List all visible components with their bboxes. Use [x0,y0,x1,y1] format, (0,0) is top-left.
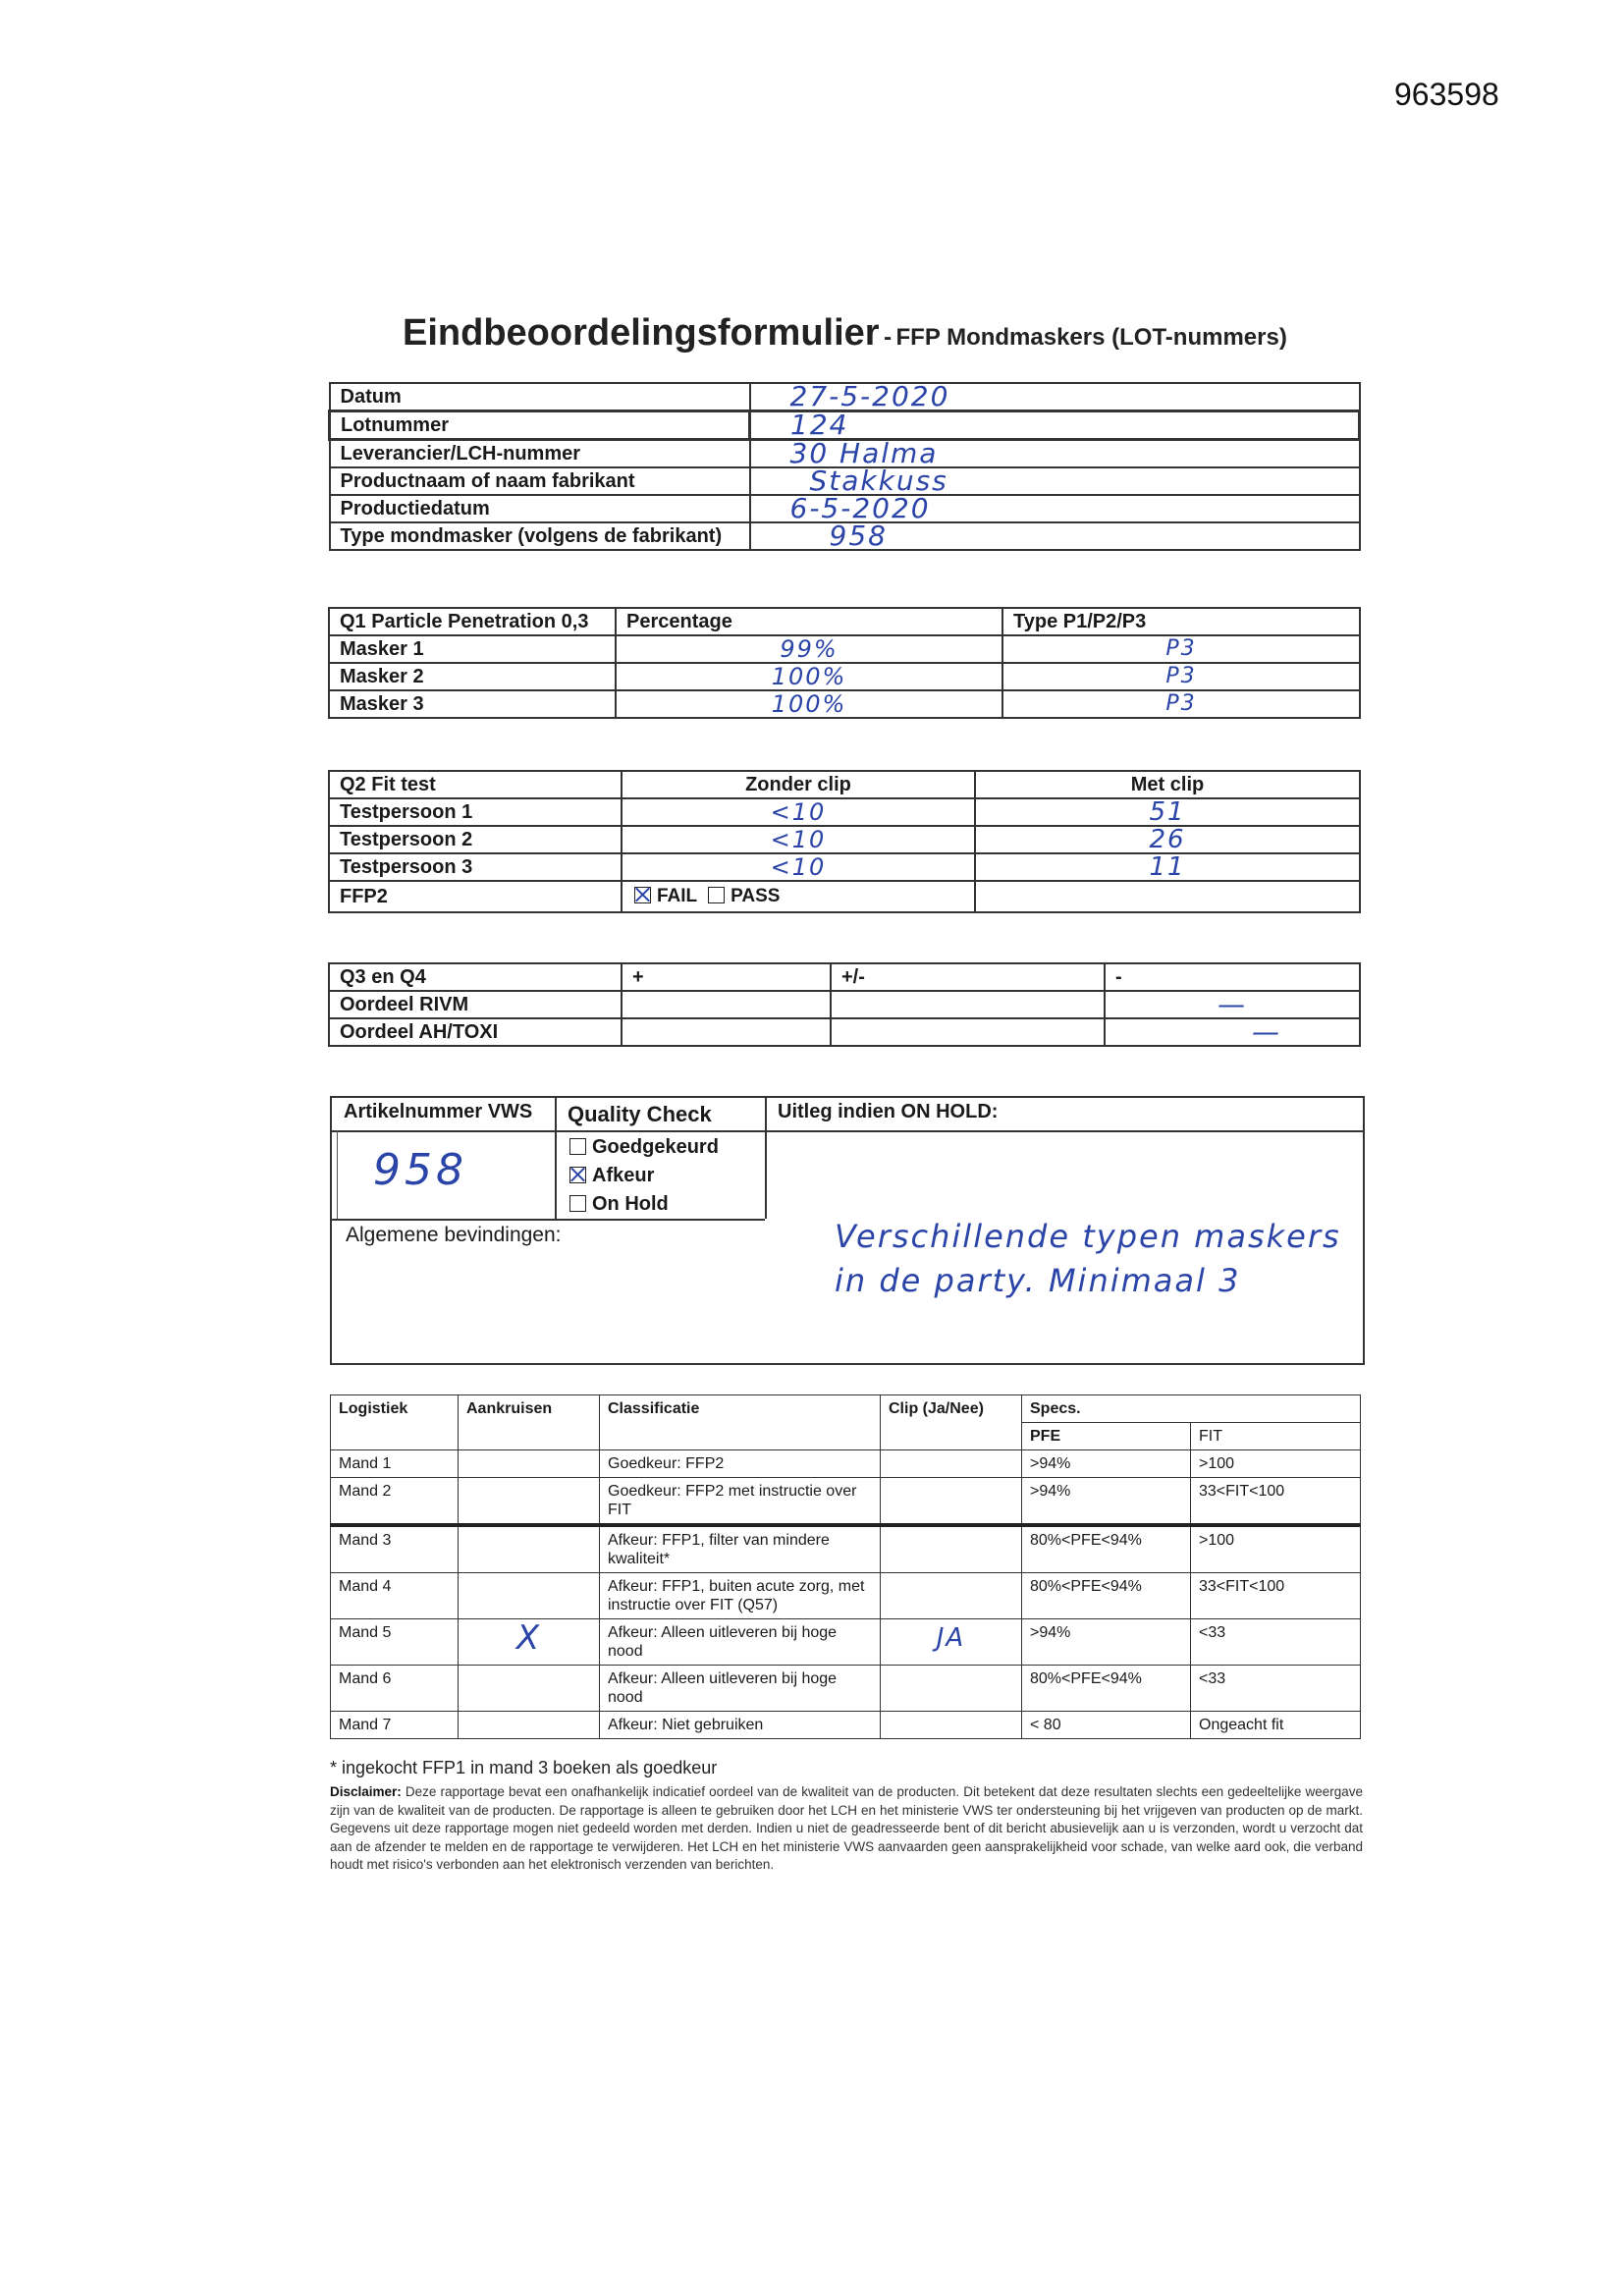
fail-checkbox[interactable] [634,887,651,903]
mand-mark[interactable] [459,1712,600,1739]
table-row [329,1018,1360,1046]
info-value: Stakkuss [750,467,1360,495]
oordeel-label: Oordeel AH/TOXI [329,1018,622,1046]
mand-fit: 33<FIT<100 [1191,1573,1361,1619]
mand-mark[interactable] [459,1666,600,1712]
type-value: P3 [1002,663,1360,690]
page-title [403,312,1287,355]
mand-class: Afkeur: Alleen uitleveren bij hoge nood [600,1666,881,1712]
mand-clip [881,1525,1022,1573]
pfe-header: PFE [1022,1423,1191,1450]
logistiek-header-row [331,1395,1361,1423]
masker-label: Masker 3 [329,690,616,718]
mand-class: Goedkeur: FFP2 [600,1450,881,1478]
type-value: P3 [1002,635,1360,663]
info-value: 124 [750,411,1360,440]
info-row [330,440,1360,468]
title-separator: - [884,324,893,351]
table-row [331,1712,1361,1739]
mand-pfe: >94% [1022,1450,1191,1478]
document-number: 963598 [1394,77,1499,112]
mand-fit: 33<FIT<100 [1191,1478,1361,1526]
qc-lower-line [330,1219,765,1221]
goedgekeurd-checkbox[interactable] [569,1138,586,1155]
oordeel-label: Oordeel RIVM [329,991,622,1018]
q3q4-header: Q3 en Q4 [329,963,622,991]
ffp2-empty [975,881,1360,912]
info-row [330,383,1360,411]
info-label: Leverancier/LCH-nummer [330,440,750,468]
mand-class: Afkeur: FFP1, filter van mindere kwaliteit* [600,1525,881,1573]
mand-fit: Ongeacht fit [1191,1712,1361,1739]
table-row [329,690,1360,718]
artikelnummer-value: 958 [373,1145,467,1195]
table-row [331,1478,1361,1526]
met-clip-header: Met clip [975,771,1360,798]
table-row [329,991,1360,1018]
mand-label: Mand 4 [331,1573,459,1619]
q1-table [328,607,1361,719]
mand-fit: >100 [1191,1450,1361,1478]
mand-pfe: 80%<PFE<94% [1022,1666,1191,1712]
title-sub: FFP Mondmaskers (LOT-nummers) [895,324,1287,351]
mand-mark[interactable] [459,1573,600,1619]
oordeel-mid [831,991,1105,1018]
info-row [330,522,1360,550]
plus-header: + [622,963,831,991]
mand-clip [881,1450,1022,1478]
specs-header: Specs. [1022,1395,1361,1423]
afkeur-label: Afkeur [592,1165,655,1186]
ffp2-label: FFP2 [329,881,622,912]
mand-pfe: 80%<PFE<94% [1022,1573,1191,1619]
info-value: 958 [750,522,1360,550]
info-label: Productiedatum [330,495,750,522]
pass-checkbox[interactable] [708,887,725,903]
disclaimer [330,1783,1363,1875]
type-value: P3 [1002,690,1360,718]
met-clip-value: 51 [975,798,1360,826]
mand-mark[interactable] [459,1525,600,1573]
mand-clip [881,1478,1022,1526]
disclaimer-label: Disclaimer: [330,1784,402,1799]
onhold-checkbox[interactable] [569,1195,586,1212]
logistiek-table [330,1394,1361,1739]
q2-header: Q2 Fit test [329,771,622,798]
goedgekeurd-label: Goedgekeurd [592,1136,719,1158]
testpersoon-label: Testpersoon 3 [329,853,622,881]
uitleg-label: Uitleg indien ON HOLD: [778,1101,999,1122]
mand-fit: <33 [1191,1619,1361,1666]
mand-class: Afkeur: FFP1, buiten acute zorg, met instructie over FIT (Q57) [600,1573,881,1619]
table-row [329,853,1360,881]
zonder-clip-value: <10 [622,826,975,853]
info-label: Productnaam of naam fabrikant [330,467,750,495]
testpersoon-label: Testpersoon 2 [329,826,622,853]
table-row [329,798,1360,826]
q2-table [328,770,1361,913]
table-row [331,1525,1361,1573]
testpersoon-label: Testpersoon 1 [329,798,622,826]
q1-header-row [329,608,1360,635]
bevindingen-line-2: in de party. Minimaal 3 [835,1262,1241,1299]
footnote: * ingekocht FFP1 in mand 3 boeken als goedkeur [330,1758,718,1777]
table-row [329,881,1360,912]
mand-pfe: >94% [1022,1619,1191,1666]
q1-header: Q1 Particle Penetration 0,3 [329,608,616,635]
masker-label: Masker 2 [329,663,616,690]
met-clip-value: 11 [975,853,1360,881]
qc-divider-1 [555,1096,557,1219]
mand-pfe: < 80 [1022,1712,1191,1739]
mand-label: Mand 2 [331,1478,459,1526]
mand-mark[interactable] [459,1450,600,1478]
oordeel-minus: — [1105,1018,1360,1046]
table-row [331,1573,1361,1619]
onhold-label: On Hold [592,1193,669,1215]
info-value: 30 Halma [750,440,1360,468]
table-row [329,826,1360,853]
info-label: Type mondmasker (volgens de fabrikant) [330,522,750,550]
info-label: Lotnummer [330,411,750,440]
plusminus-header: +/- [831,963,1105,991]
q3q4-table [328,962,1361,1047]
mand-clip [881,1712,1022,1739]
type-header: Type P1/P2/P3 [1002,608,1360,635]
clip-header: Clip (Ja/Nee) [881,1395,1022,1450]
q2-header-row [329,771,1360,798]
classificatie-header: Classificatie [600,1395,881,1450]
mand-label: Mand 7 [331,1712,459,1739]
oordeel-plus [622,991,831,1018]
qc-divider-2 [765,1096,767,1219]
zonder-clip-value: <10 [622,798,975,826]
info-row [330,411,1360,440]
logistiek-header: Logistiek [331,1395,459,1450]
aankruisen-header: Aankruisen [459,1395,600,1450]
percentage-value: 100% [616,663,1002,690]
info-row [330,495,1360,522]
info-row [330,467,1360,495]
info-value: 27-5-2020 [750,383,1360,411]
fit-header: FIT [1191,1423,1361,1450]
oordeel-plus [622,1018,831,1046]
qc-header-line [330,1130,1363,1132]
disclaimer-text: Deze rapportage bevat een onafhankelijk indicatief oordeel van de kwaliteit van de producten. Dit betekent dat deze resultaten slechts een gedeeltelijke weergave zijn van de kwaliteit van de producten. De rapportage is alleen te gebruiken door het LCH en het ministerie VWS ter ondersteuning bij het vrijgeven van producten op de markt. Gegevens uit deze rapportage mogen niet gedeeld worden met derden. Indien u niet de geadresseerde bent of dit bericht abusievelijk aan u is verzonden, wordt u verzocht dat aan de afzender te melden en de rapportage te verwijderen. Het LCH en het ministerie VWS aanvaarden geen aansprakelijkheid voor schade, van welke aard ook, die verband houdt met risico's verbonden aan het elektronisch verzenden van berichten. [330,1784,1363,1872]
mand-clip: JA [881,1619,1022,1666]
zonder-clip-header: Zonder clip [622,771,975,798]
met-clip-value: 26 [975,826,1360,853]
quality-check-label: Quality Check [568,1102,712,1126]
title-main: Eindbeoordelingsformulier [403,312,880,354]
info-table [328,382,1361,551]
mand-clip [881,1666,1022,1712]
mand-clip [881,1573,1022,1619]
oordeel-mid [831,1018,1105,1046]
zonder-clip-value: <10 [622,853,975,881]
mand-fit: >100 [1191,1525,1361,1573]
percentage-value: 100% [616,690,1002,718]
afkeur-checkbox[interactable] [569,1167,586,1183]
qc-option-goedgekeurd [569,1136,719,1159]
bevindingen-label: Algemene bevindingen: [346,1224,562,1246]
mand-label: Mand 6 [331,1666,459,1712]
table-row [329,663,1360,690]
fail-label: FAIL [657,886,697,906]
mand-label: Mand 3 [331,1525,459,1573]
mand-label: Mand 5 [331,1619,459,1666]
percentage-value: 99% [616,635,1002,663]
mand-class: Afkeur: Alleen uitleveren bij hoge nood [600,1619,881,1666]
masker-label: Masker 1 [329,635,616,663]
mand-label: Mand 1 [331,1450,459,1478]
info-label: Datum [330,383,750,411]
oordeel-minus: — [1105,991,1360,1018]
mand-class: Goedkeur: FFP2 met instructie over FIT [600,1478,881,1526]
table-row [329,635,1360,663]
artikelnummer-label: Artikelnummer VWS [344,1101,533,1122]
mand-mark[interactable]: X [459,1619,600,1666]
minus-header: - [1105,963,1360,991]
qc-option-onhold [569,1193,669,1216]
qc-option-afkeur [569,1165,654,1187]
mand-fit: <33 [1191,1666,1361,1712]
mand-pfe: >94% [1022,1478,1191,1526]
bevindingen-line-1: Verschillende typen maskers [835,1218,1341,1255]
pass-label: PASS [731,886,781,906]
ffp2-result [622,881,975,912]
q3-header-row [329,963,1360,991]
percentage-header: Percentage [616,608,1002,635]
table-row [331,1619,1361,1666]
artikel-box-line [337,1130,338,1219]
mand-class: Afkeur: Niet gebruiken [600,1712,881,1739]
mand-pfe: 80%<PFE<94% [1022,1525,1191,1573]
info-value: 6-5-2020 [750,495,1360,522]
mand-mark[interactable] [459,1478,600,1526]
table-row [331,1666,1361,1712]
table-row [331,1450,1361,1478]
